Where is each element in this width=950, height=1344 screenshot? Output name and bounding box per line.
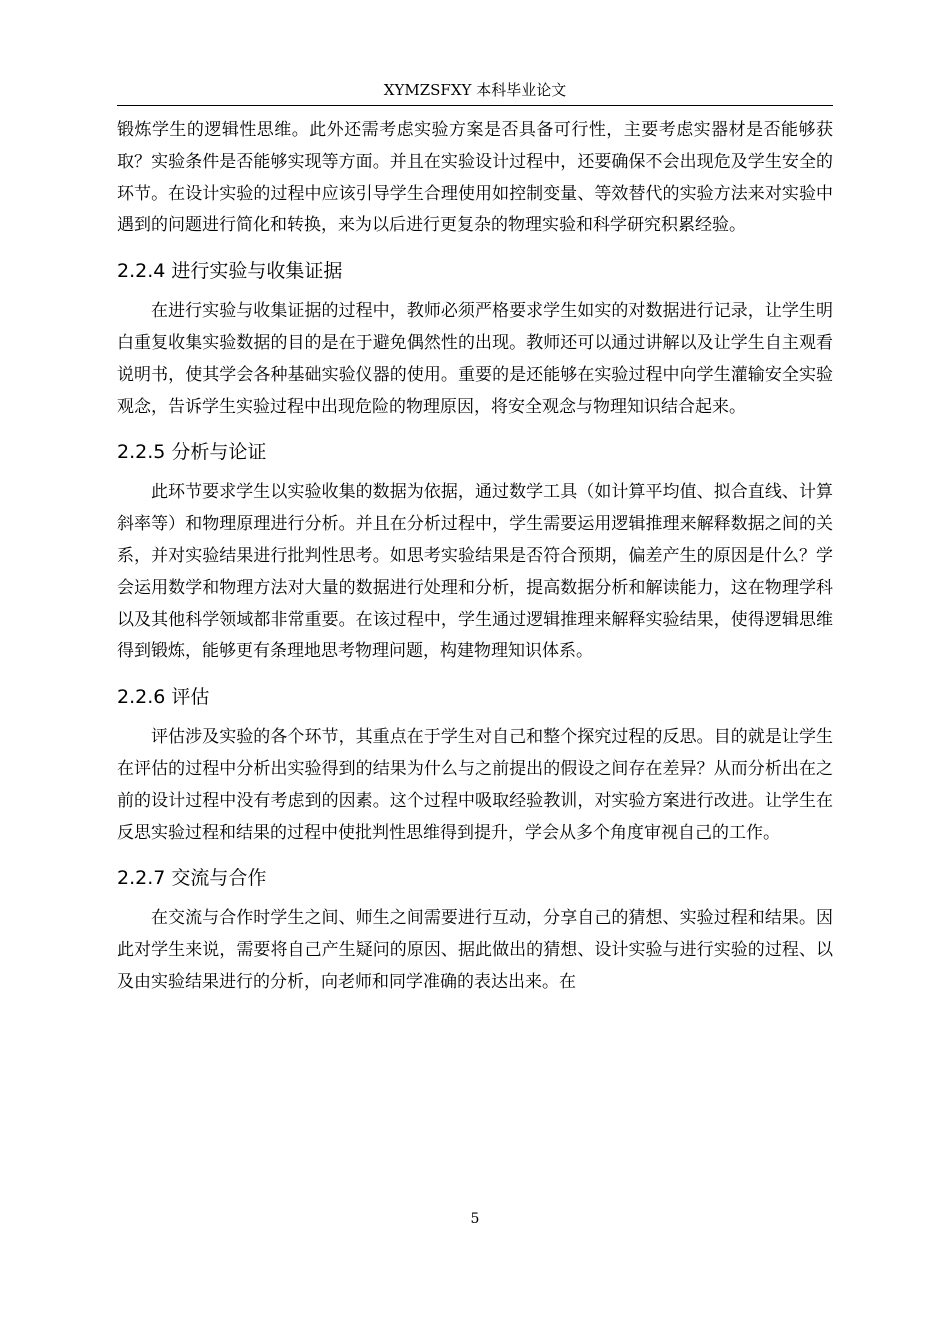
section-paragraph-2-2-6: 评估涉及实验的各个环节，其重点在于学生对自己和整个探究过程的反思。目的就是让学生在评估的过程中分析出实验得到的结果为什么与之前提出的假设之间存在差异？从而分析出在之前的设计过程中没有考虑到的因素。这个过程中吸取经验教训，对实验方案进行改进。让学生在反思实验过程和结果的过程中使批判性思维得到提升，学会从多个角度审视自己的工作。 (117, 727, 833, 843)
section-heading-2-2-5: 2.2.5 分析与论证 (117, 441, 267, 464)
section-paragraph-2-2-4: 在进行实验与收集证据的过程中，教师必须严格要求学生如实的对数据进行记录，让学生明白重复收集实验数据的目的是在于避免偶然性的出现。教师还可以通过讲解以及让学生自主观看说明书，使其学会各种基础实验仪器的使用。重要的是还能够在实验过程中向学生灌输安全实验观念，告诉学生实验过程中出现危险的物理原因，将安全观念与物理知识结合起来。 (117, 301, 833, 417)
page-number: 5 (470, 1211, 480, 1227)
running-header: XYMZSFXY 本科毕业论文 (383, 81, 567, 99)
section-paragraph-2-2-5: 此环节要求学生以实验收集的数据为依据，通过数学工具（如计算平均值、拟合直线、计算斜率等）和物理原理进行分析。并且在分析过程中，学生需要运用逻辑推理来解释数据之间的关系，并对实验结果进行批判性思考。如思考实验结果是否符合预期，偏差产生的原因是什么？学会运用数学和物理方法对大量的数据进行处理和分析，提高数据分析和解读能力，这在物理学科以及其他科学领域都非常重要。在该过程中，学生通过逻辑推理来解释实验结果，使得逻辑思维得到锻炼，能够更有条理地思考物理问题，构建物理知识体系。 (117, 482, 833, 662)
intro-paragraph: 锻炼学生的逻辑性思维。此外还需考虑实验方案是否具备可行性，主要考虑实器材是否能够获取？实验条件是否能够实现等方面。并且在实验设计过程中，还要确保不会出现危及学生安全的环节。在设计实验的过程中应该引导学生合理使用如控制变量、等效替代的实验方法来对实验中遇到的问题进行简化和转换，来为以后进行更复杂的物理实验和科学研究积累经验。 (117, 120, 833, 236)
section-heading-2-2-7: 2.2.7 交流与合作 (117, 867, 267, 890)
page-body (117, 115, 833, 999)
section-heading-2-2-4: 2.2.4 进行实验与收集证据 (117, 260, 343, 283)
section-paragraph-2-2-7: 在交流与合作时学生之间、师生之间需要进行互动，分享自己的猜想、实验过程和结果。因此对学生来说，需要将自己产生疑问的原因、据此做出的猜想、设计实验与进行实验的过程、以及由实验结果进行的分析，向老师和同学准确的表达出来。在 (117, 908, 833, 992)
section-heading-2-2-6: 2.2.6 评估 (117, 686, 210, 709)
header-rule (117, 105, 833, 106)
